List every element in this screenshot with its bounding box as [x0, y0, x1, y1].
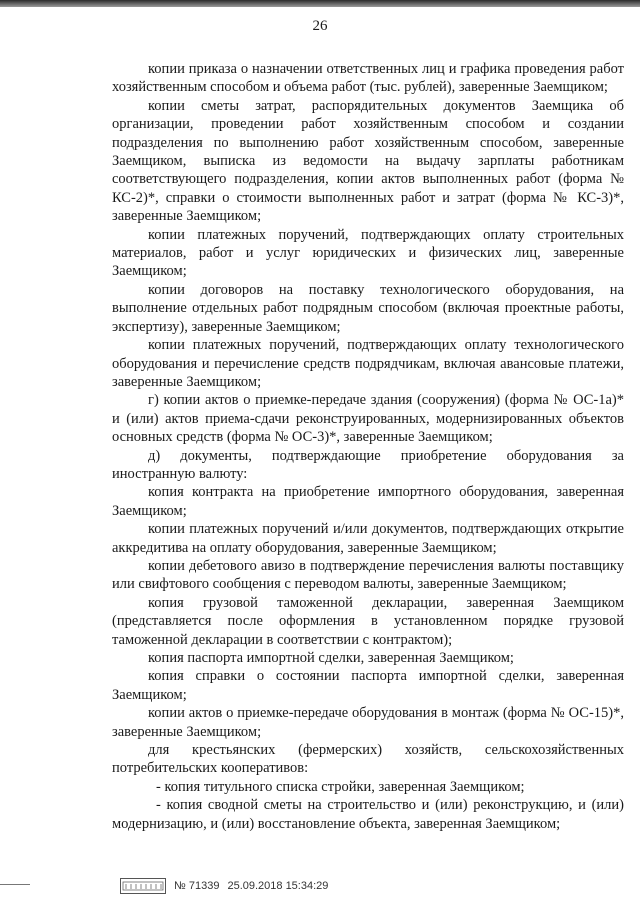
paragraph: копия контракта на приобретение импортного оборудования, заверенная Заемщиком; — [112, 484, 624, 519]
paragraph: копии платежных поручений, подтверждающих оплату технологического оборудования и перечисление средств подрядчикам, включая авансовые платежи, заверенные Заемщиком; — [112, 337, 624, 390]
paragraph: копии платежных поручений, подтверждающих оплату строительных материалов, работ и услуг юридических и физических лиц, заверенные Заемщиком; — [112, 226, 624, 280]
scan-top-edge — [0, 0, 640, 7]
paragraph-d: д) документы, подтверждающие приобретение оборудования за иностранную валюту: — [112, 447, 624, 482]
paragraph-g: г) копии актов о приемке-передаче здания (сооружения) (форма № ОС-1а)* и (или) актов приема-сдачи реконструированных, модернизированных объектов основных средств (форма № ОС-3)*, заверенные Заемщиком; — [112, 392, 624, 446]
list-item: - копия сводной сметы на строительство и (или) реконструкцию, и (или) модернизацию, и (или) восстановление объекта, заверенная Заемщиком; — [112, 797, 624, 832]
paragraph: копия справки о состоянии паспорта импортной сделки, заверенная Заемщиком; — [112, 668, 624, 703]
paragraph: копии приказа о назначении ответственных лиц и графика проведения работ хозяйственным способом и объема работ (тыс. рублей), заверенные Заемщиком; — [112, 61, 624, 96]
document-footer — [120, 878, 328, 894]
list-item: - копия титульного списка стройки, заверенная Заемщиком; — [156, 778, 525, 795]
document-datetime: 25.09.2018 15:34:29 — [227, 880, 329, 892]
emblem-seal-icon — [120, 878, 166, 894]
document-number: № 71339 — [174, 880, 220, 892]
document-body — [112, 60, 624, 833]
paragraph: копии дебетового авизо в подтверждение перечисления валюты поставщику или свифтового сообщения с переводом валюты, заверенные Заемщиком; — [112, 557, 624, 593]
page-number: 26 — [312, 18, 328, 34]
paragraph: копия грузовой таможенной декларации, заверенная Заемщиком (представляется после оформления в установленном порядке грузовой таможенной декларации в соответствии с контрактом); — [112, 594, 624, 648]
paragraph: копии актов о приемке-передаче оборудования в монтаж (форма № ОС-15)*, заверенные Заемщиком; — [112, 705, 624, 740]
paragraph: копии договоров на поставку технологического оборудования, на выполнение отдельных работ подрядным способом (включая проектные работы, экспертизу), заверенные Заемщиком; — [112, 281, 624, 335]
paragraph: копия паспорта импортной сделки, заверенная Заемщиком; — [148, 650, 514, 666]
paragraph: для крестьянских (фермерских) хозяйств, сельскохозяйственных потребительских кооперативов: — [112, 742, 624, 777]
paragraph: копии сметы затрат, распорядительных документов Заемщика об организации, проведении работ хозяйственным способом и создании подразделения по выполнению работ хозяйственным способом, заверенные Заемщиком, выписка из ведомости на выдачу зарплаты работникам соответствующего подразделения, копии актов выполненных работ (форма № КС-2)*, справки о стоимости выполненных работ и затрат (форма № КС-3)*, заверенные Заемщиком; — [112, 97, 624, 225]
margin-mark — [0, 884, 30, 885]
paragraph: копии платежных поручений и/или документов, подтверждающих открытие аккредитива на оплату оборудования, заверенные Заемщиком; — [112, 521, 624, 556]
